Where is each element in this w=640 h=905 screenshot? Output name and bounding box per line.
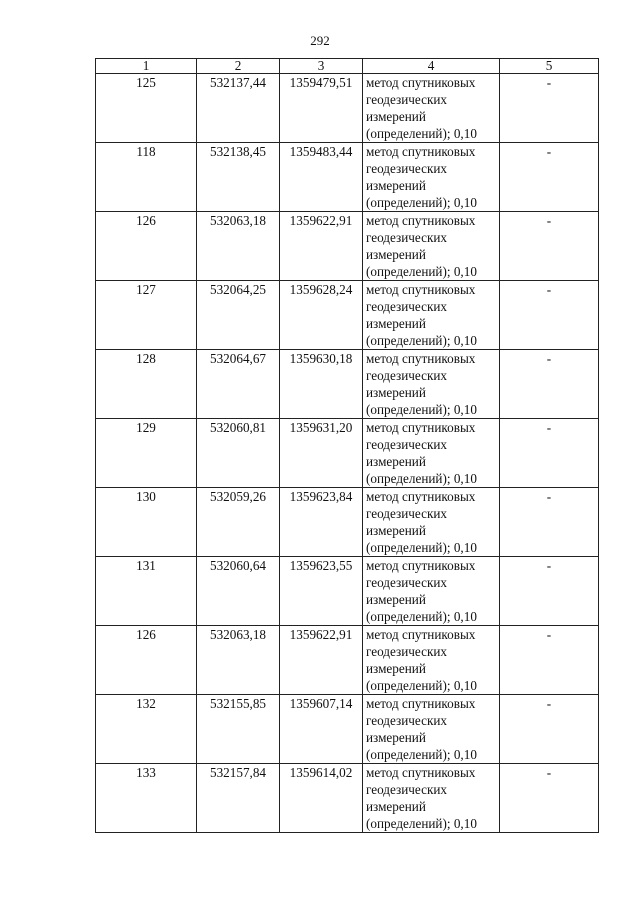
- point-number-cell: 132: [96, 695, 197, 764]
- method-text-line: измерений: [366, 454, 426, 469]
- y-coordinate-cell: 1359614,02: [280, 764, 363, 833]
- note-cell: -: [500, 74, 599, 143]
- method-text-line: измерений: [366, 247, 426, 262]
- method-cell: [363, 281, 500, 350]
- method-text-line: (определений); 0,10: [366, 126, 477, 141]
- y-coordinate-cell: 1359483,44: [280, 143, 363, 212]
- table-header-row: [96, 59, 599, 74]
- table-row: [96, 557, 599, 626]
- table-row: [96, 350, 599, 419]
- method-text-line: измерений: [366, 799, 426, 814]
- method-cell: [363, 557, 500, 626]
- x-coordinate-cell: 532060,81: [197, 419, 280, 488]
- x-coordinate-cell: 532059,26: [197, 488, 280, 557]
- method-text-line: геодезических: [366, 368, 448, 383]
- note-cell: -: [500, 212, 599, 281]
- page-number: 292: [310, 33, 330, 48]
- method-text-line: геодезических: [366, 92, 448, 107]
- note-cell: -: [500, 350, 599, 419]
- x-coordinate-cell: 532137,44: [197, 74, 280, 143]
- method-text-line: измерений: [366, 523, 426, 538]
- y-coordinate-cell: 1359622,91: [280, 212, 363, 281]
- x-coordinate-cell: 532063,18: [197, 212, 280, 281]
- point-number-cell: 131: [96, 557, 197, 626]
- y-coordinate-cell: 1359631,20: [280, 419, 363, 488]
- table-row: [96, 764, 599, 833]
- note-cell: -: [500, 557, 599, 626]
- method-text-line: метод спутниковых: [366, 558, 476, 573]
- table-row: [96, 143, 599, 212]
- method-text-line: геодезических: [366, 437, 448, 452]
- x-coordinate-cell: 532155,85: [197, 695, 280, 764]
- method-text-line: измерений: [366, 178, 426, 193]
- method-text-line: геодезических: [366, 713, 448, 728]
- method-cell: [363, 488, 500, 557]
- x-coordinate-cell: 532063,18: [197, 626, 280, 695]
- method-cell: [363, 419, 500, 488]
- column-header-5: 5: [500, 59, 599, 74]
- method-text-line: геодезических: [366, 506, 448, 521]
- table-row: [96, 419, 599, 488]
- method-text-line: метод спутниковых: [366, 282, 476, 297]
- y-coordinate-cell: 1359622,91: [280, 626, 363, 695]
- note-cell: -: [500, 695, 599, 764]
- point-number-cell: 126: [96, 212, 197, 281]
- coordinates-table: [95, 58, 599, 833]
- method-text-line: (определений); 0,10: [366, 747, 477, 762]
- method-text-line: метод спутниковых: [366, 144, 476, 159]
- note-cell: -: [500, 488, 599, 557]
- table-row: [96, 281, 599, 350]
- point-number-cell: 126: [96, 626, 197, 695]
- method-text-line: геодезических: [366, 575, 448, 590]
- method-text-line: измерений: [366, 592, 426, 607]
- method-text-line: геодезических: [366, 299, 448, 314]
- method-text-line: измерений: [366, 730, 426, 745]
- method-cell: [363, 212, 500, 281]
- x-coordinate-cell: 532138,45: [197, 143, 280, 212]
- note-cell: -: [500, 419, 599, 488]
- point-number-cell: 125: [96, 74, 197, 143]
- column-header-2: 2: [197, 59, 280, 74]
- method-text-line: (определений); 0,10: [366, 471, 477, 486]
- method-text-line: метод спутниковых: [366, 213, 476, 228]
- method-text-line: измерений: [366, 385, 426, 400]
- point-number-cell: 118: [96, 143, 197, 212]
- method-text-line: метод спутниковых: [366, 489, 476, 504]
- x-coordinate-cell: 532064,67: [197, 350, 280, 419]
- point-number-cell: 133: [96, 764, 197, 833]
- method-text-line: геодезических: [366, 161, 448, 176]
- method-text-line: измерений: [366, 316, 426, 331]
- method-cell: [363, 695, 500, 764]
- method-text-line: геодезических: [366, 782, 448, 797]
- x-coordinate-cell: 532064,25: [197, 281, 280, 350]
- note-cell: -: [500, 143, 599, 212]
- y-coordinate-cell: 1359607,14: [280, 695, 363, 764]
- method-cell: [363, 350, 500, 419]
- point-number-cell: 130: [96, 488, 197, 557]
- method-text-line: (определений); 0,10: [366, 540, 477, 555]
- point-number-cell: 127: [96, 281, 197, 350]
- point-number-cell: 128: [96, 350, 197, 419]
- y-coordinate-cell: 1359479,51: [280, 74, 363, 143]
- point-number-cell: 129: [96, 419, 197, 488]
- method-text-line: измерений: [366, 661, 426, 676]
- note-cell: -: [500, 626, 599, 695]
- y-coordinate-cell: 1359630,18: [280, 350, 363, 419]
- table-row: [96, 695, 599, 764]
- method-text-line: метод спутниковых: [366, 765, 476, 780]
- method-text-line: (определений); 0,10: [366, 195, 477, 210]
- method-text-line: геодезических: [366, 230, 448, 245]
- x-coordinate-cell: 532157,84: [197, 764, 280, 833]
- method-text-line: метод спутниковых: [366, 75, 476, 90]
- method-text-line: геодезических: [366, 644, 448, 659]
- method-text-line: метод спутниковых: [366, 696, 476, 711]
- table-row: [96, 626, 599, 695]
- method-text-line: метод спутниковых: [366, 420, 476, 435]
- method-text-line: (определений); 0,10: [366, 816, 477, 831]
- method-text-line: (определений); 0,10: [366, 333, 477, 348]
- y-coordinate-cell: 1359623,55: [280, 557, 363, 626]
- method-cell: [363, 764, 500, 833]
- note-cell: -: [500, 764, 599, 833]
- table-row: [96, 488, 599, 557]
- table-row: [96, 212, 599, 281]
- method-cell: [363, 626, 500, 695]
- method-text-line: (определений); 0,10: [366, 678, 477, 693]
- method-text-line: метод спутниковых: [366, 627, 476, 642]
- method-text-line: (определений); 0,10: [366, 609, 477, 624]
- method-text-line: метод спутниковых: [366, 351, 476, 366]
- table-body: [96, 74, 599, 833]
- column-header-1: 1: [96, 59, 197, 74]
- method-text-line: (определений); 0,10: [366, 402, 477, 417]
- method-text-line: измерений: [366, 109, 426, 124]
- x-coordinate-cell: 532060,64: [197, 557, 280, 626]
- method-text-line: (определений); 0,10: [366, 264, 477, 279]
- column-header-4: 4: [363, 59, 500, 74]
- method-cell: [363, 74, 500, 143]
- y-coordinate-cell: 1359623,84: [280, 488, 363, 557]
- note-cell: -: [500, 281, 599, 350]
- table-row: [96, 74, 599, 143]
- method-cell: [363, 143, 500, 212]
- column-header-3: 3: [280, 59, 363, 74]
- y-coordinate-cell: 1359628,24: [280, 281, 363, 350]
